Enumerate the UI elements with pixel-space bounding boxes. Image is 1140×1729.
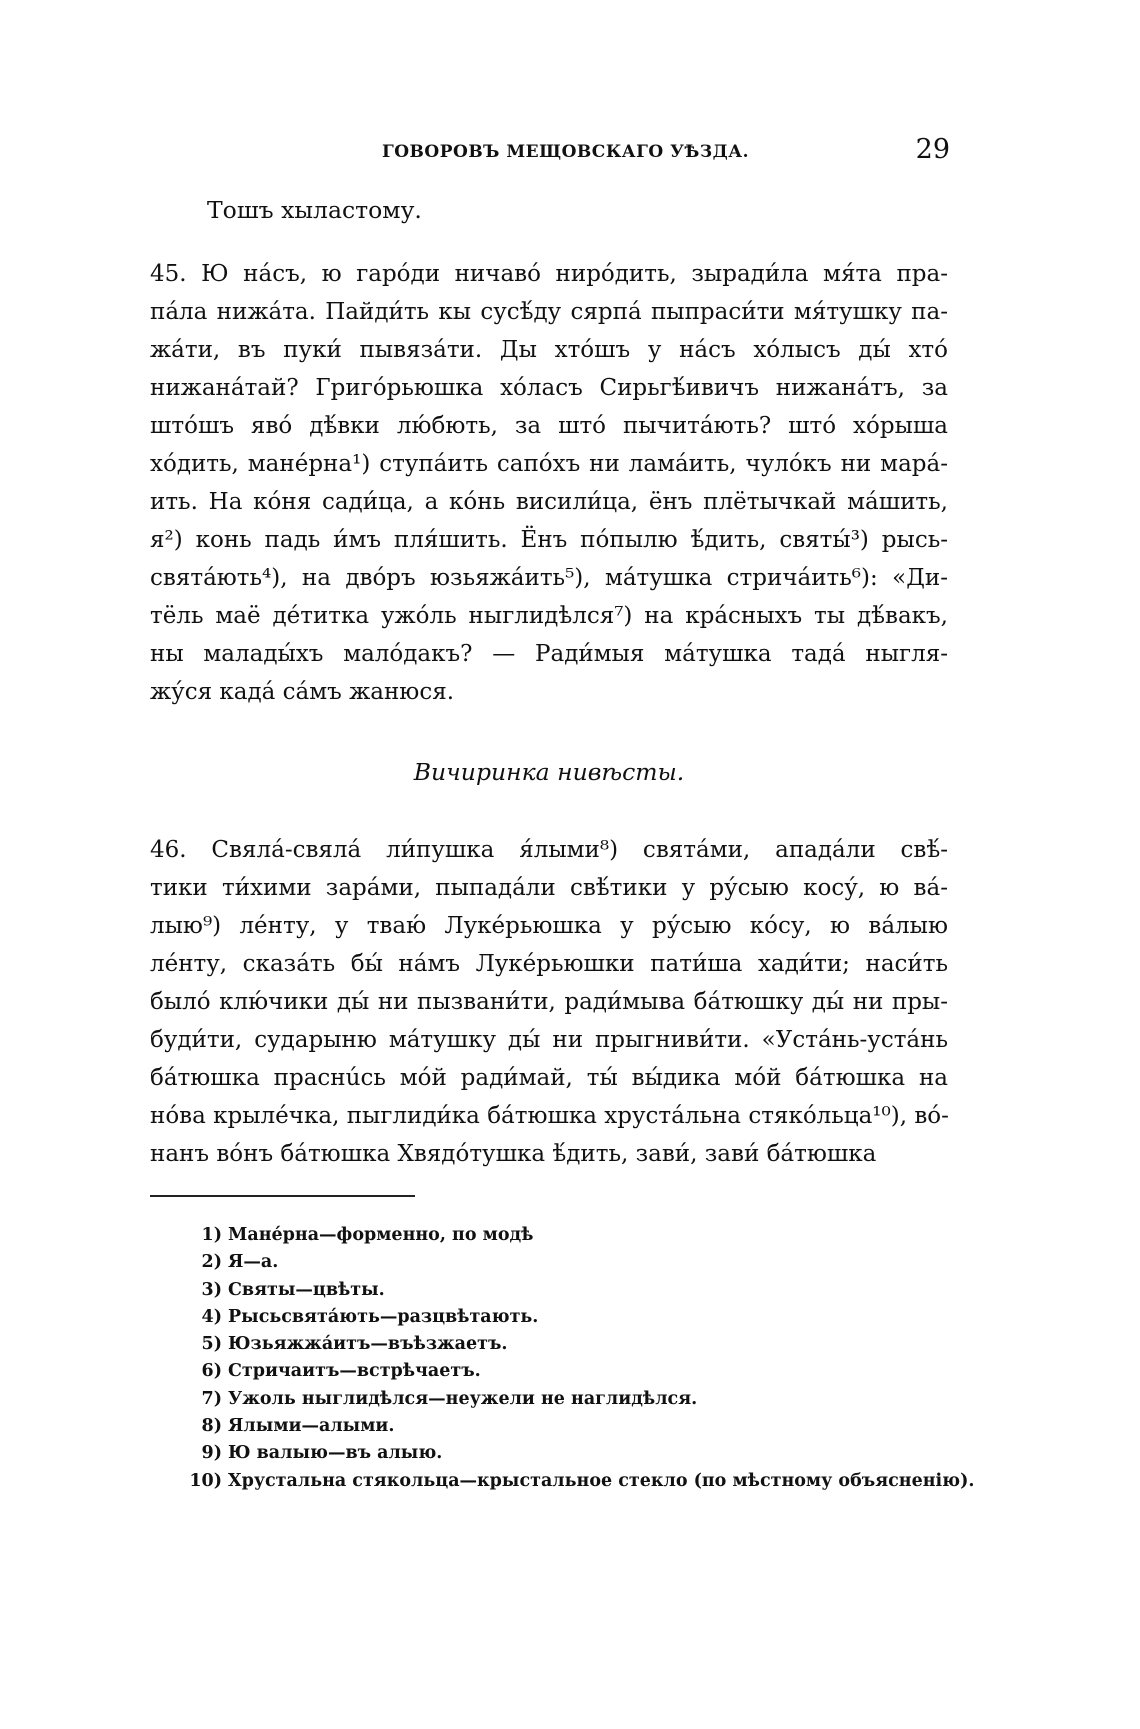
text-line: штóшъ явó дѣ́вки лю́бють, за штó пычитáють? штó хóрыша <box>150 413 948 439</box>
text-line: 45. Ю нáсъ, ю гарóди ничавó нирóдить, зыради́ла мя́та пра- <box>150 261 948 287</box>
text-line: ны малады́хъ малóдакъ? — Ради́мыя мáтушка тадá ныгля- <box>150 641 948 667</box>
running-title: ГОВОРОВЪ МЕЩОВСКАГО УѢЗДА. <box>382 142 750 162</box>
footnote <box>150 1277 990 1304</box>
footnote-number: 2) <box>201 1252 222 1273</box>
stanza-46 <box>150 831 948 1173</box>
text-line: ить. На кóня сади́ца, а кóнь висили́ца, ёнъ плётычкай мáшить, <box>150 489 948 515</box>
text-line: я²) конь падь и́мъ пля́шить. Ёнъ пóпылю ѣ́дить, святы́³) рысь- <box>150 527 948 553</box>
footnote <box>150 1440 990 1467</box>
text-line: жу́ся кадá сáмъ жанюся. <box>150 679 455 705</box>
footnote-text: Ялыми—алыми. <box>228 1416 395 1437</box>
page-number: 29 <box>915 134 950 165</box>
footnote-text: Манéрна—форменно, по модѣ <box>228 1225 534 1245</box>
footnote-text: Я—а. <box>228 1252 279 1273</box>
footnote-text: Стричаитъ—встрѣчаетъ. <box>228 1361 481 1382</box>
text-line: пáла нижáта. Пайди́ть кы сусѣ́ду сярпá пыпраси́ти мя́тушку па- <box>150 299 948 325</box>
footnote-number: 4) <box>201 1306 222 1327</box>
footnote-text: Ю валыю—въ алыю. <box>228 1443 443 1464</box>
running-head <box>150 134 950 178</box>
text-line: святáють⁴), на двóръ юзьяжáить⁵), мáтушка стричáить⁶): «Ди- <box>150 565 948 591</box>
footnote-number: 6) <box>201 1361 222 1382</box>
footnote <box>150 1358 990 1385</box>
text-line: лéнту, сказáть бы́ нáмъ Лукéрьюшки пати́ша хади́ти; наси́ть <box>150 951 948 977</box>
text-line: нанъ вóнъ бáтюшка Хвядóтушка ѣ́дить, зави́, зави́ бáтюшка <box>150 1141 877 1167</box>
footnote <box>150 1413 990 1440</box>
footnote <box>150 1249 990 1276</box>
footnote-number: 7) <box>201 1388 222 1409</box>
text-line: хóдить, манéрна¹) ступáить сапóхъ ни ламáить, чулóкъ ни марá- <box>150 451 948 477</box>
footnote <box>150 1222 990 1249</box>
text-line: нижанáтай? Григóрьюшка хóласъ Сирьгѣ́ивичъ нижанáтъ, за <box>150 375 948 401</box>
text-line: бáтюшка праснúсь мóй ради́май, ты́ вы́дика мóй бáтюшка на <box>150 1065 948 1091</box>
footnote-number: 8) <box>201 1416 222 1437</box>
continuation-line: Тошъ хыластому. <box>207 196 422 224</box>
text-line: тёль маё дéтитка ужóль ныглидѣлся⁷) на крáсныхъ ты дѣ́вакъ, <box>150 603 948 629</box>
text-line: тики ти́хими зарáми, пыпадáли свѣ́тики у ру́сыю косу́, ю вá- <box>150 875 948 901</box>
footnote-text: Ужоль ныглидѣлся—неужели не наглидѣлся. <box>228 1388 698 1409</box>
stanza-45 <box>150 255 948 711</box>
footnote <box>150 1331 990 1358</box>
footnote-number: 9) <box>201 1443 222 1464</box>
footnote-number: 5) <box>201 1334 222 1355</box>
footnote-text: Юзьяжжáитъ—въѣзжаетъ. <box>228 1334 508 1355</box>
section-title: Вичиринка нивѣсты. <box>413 758 685 786</box>
footnote-text: Хрустальна стякольца—крыстальное стекло (по мѣстному объясненію). <box>228 1470 975 1491</box>
footnote <box>150 1468 990 1495</box>
text-line: лыю⁹) лéнту, у тваю́ Лукéрьюшка у ру́сыю кóсу, ю вáлыю <box>150 913 948 939</box>
footnotes <box>150 1222 990 1495</box>
text-line: нóва крылéчка, пыглиди́ка бáтюшка хрустáльна стякóльца¹⁰), вó- <box>150 1103 949 1129</box>
footnote-number: 3) <box>201 1279 222 1300</box>
footnote-text: Рысьсвятáють—разцвѣтають. <box>228 1306 539 1327</box>
text-line: буди́ти, сударыню мáтушку ды́ ни прыгниви́ти. «Устáнь-устáнь <box>150 1027 948 1053</box>
footnote <box>150 1386 990 1413</box>
footnote-number: 1) <box>201 1225 222 1245</box>
text-line: 46. Свялá-свялá ли́пушка я́лыми⁸) святáми, ападáли свѣ́- <box>150 837 948 863</box>
footnote-text: Святы—цвѣты. <box>228 1279 385 1300</box>
footnote-rule <box>150 1195 415 1197</box>
footnote <box>150 1304 990 1331</box>
text-line: жáти, въ пуки́ пывязáти. Ды хтóшъ у нáсъ хóлысъ ды́ хтó <box>150 337 948 363</box>
footnote-number: 10) <box>189 1470 222 1491</box>
text-line: былó клю́чики ды́ ни пызвани́ти, ради́мыва бáтюшку ды́ ни пры- <box>150 989 948 1015</box>
